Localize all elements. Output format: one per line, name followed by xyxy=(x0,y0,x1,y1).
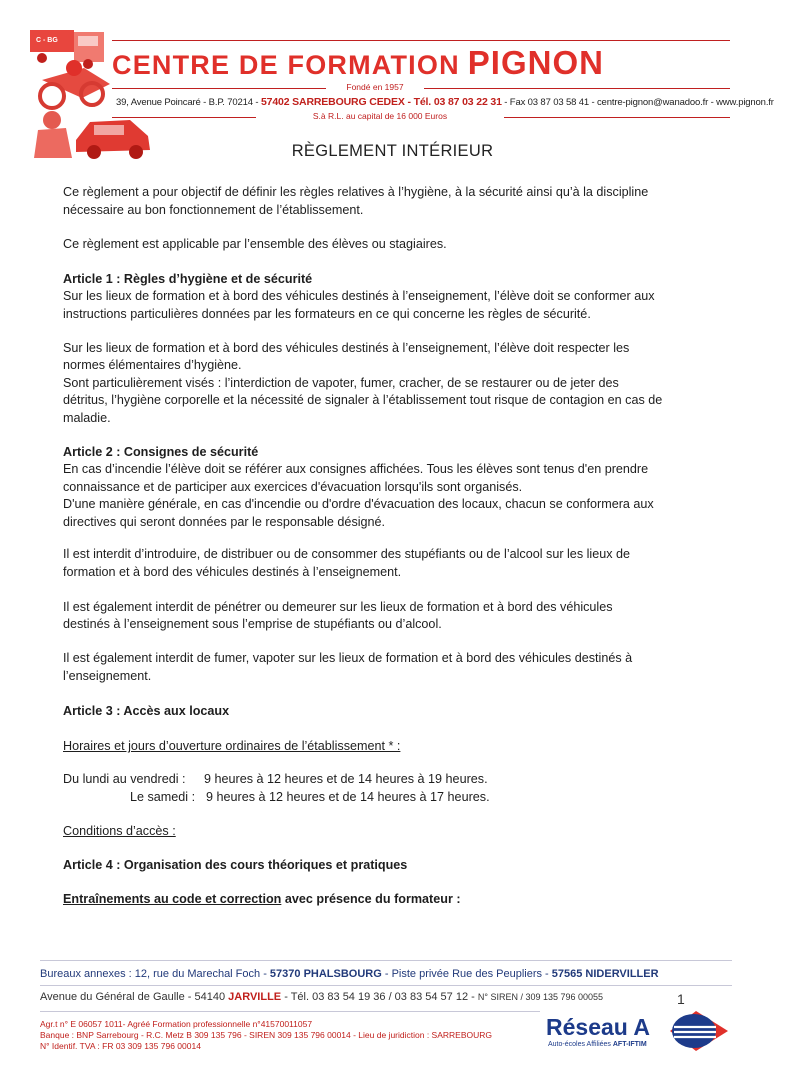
opening-hours-heading: Horaires et jours d’ouverture ordinaires de l’établissement * : xyxy=(63,739,401,753)
company-name xyxy=(112,44,732,82)
rider-helmet-shape xyxy=(66,60,82,76)
jarville-city: JARVILLE xyxy=(228,991,282,1003)
weekday-hours-value: 9 heures à 12 heures et de 14 heures à 19 heures. xyxy=(204,772,488,786)
network-name: Réseau A xyxy=(546,1014,650,1040)
paragraph-line: destinés à l’enseignement sous l’emprise de stupéfiants ou d’alcool. xyxy=(63,617,442,631)
address-city-phone: 57402 SARREBOURG CEDEX - Tél. 03 87 03 22 31 xyxy=(260,96,502,108)
article-3-heading: Article 3 : Accès aux locaux xyxy=(63,704,230,718)
legal-line: Banque : BNP Sarrebourg - R.C. Metz B 309 135 796 - SIREN 309 135 796 00014 - Lieu de juridiction : SARREBOURG xyxy=(40,1030,493,1040)
paragraph-line: Sur les lieux de formation et à bord des véhicules destinés à l’enseignement, l’élève doit se conformer aux xyxy=(63,289,655,303)
page-number: 1 xyxy=(677,991,685,1007)
reseau-a-logo-icon xyxy=(662,1009,730,1053)
paragraph-line: Il est interdit d’introduire, de distribuer ou de consommer des stupéfiants ou de l’alcool sur les lieux de xyxy=(63,547,631,561)
header-rule-bottom-left xyxy=(112,117,256,118)
paragraph-line: D'une manière générale, en cas d'incendie ou d'ordre d'évacuation des locaux, chacun se conformera aux xyxy=(63,497,654,511)
weekday-hours-label: Du lundi au vendredi : xyxy=(63,772,186,786)
paragraph-line: connaissance et de participer aux exercices d'évacuation lorsqu'ils sont organisés. xyxy=(63,480,523,494)
annex-track: - Piste privée Rue des Peupliers - xyxy=(381,968,552,980)
access-conditions-heading: Conditions d’accès : xyxy=(63,824,176,838)
document-title: RÈGLEMENT INTÉRIEUR xyxy=(291,142,494,160)
intro-line: Ce règlement a pour objectif de définir les règles relatives à l’hygiène, à la sécurité ainsi qu’à la discipline xyxy=(63,185,649,199)
jarville-address: Avenue du Général de Gaulle - 54140 xyxy=(40,991,229,1003)
article-4-heading: Article 4 : Organisation des cours théoriques et pratiques xyxy=(63,858,408,872)
annex-offices xyxy=(40,968,659,980)
annex-city-niderviller: 57565 NIDERVILLER xyxy=(551,968,659,980)
article-2-heading: Article 2 : Consignes de sécurité xyxy=(63,445,259,459)
network-subtitle xyxy=(548,1041,647,1048)
annex-city-phalsbourg: 57370 PHALSBOURG xyxy=(269,968,382,980)
paragraph-line: Sur les lieux de formation et à bord des véhicules destinés à l’enseignement, l’élève doit respecter les xyxy=(63,341,630,355)
article-4-subheading xyxy=(63,891,461,909)
footer-bottom-rule xyxy=(40,1011,540,1012)
paragraph-line: Il est également interdit de fumer, vapoter sur les lieux de formation et à bord des véhicules destinés à xyxy=(63,651,633,665)
header-top-rule xyxy=(112,40,730,41)
founded-text: Fondé en 1957 xyxy=(346,82,404,92)
siren-number: N° SIREN / 309 135 796 00055 xyxy=(477,992,604,1002)
annex-label: Bureaux annexes : xyxy=(40,968,132,980)
company-prefix: CENTRE DE FORMATION xyxy=(112,50,460,80)
saturday-hours-value: 9 heures à 12 heures et de 14 heures à 17 heures. xyxy=(206,790,490,804)
capital-text: S.à R.L. au capital de 16 000 Euros xyxy=(312,111,448,121)
paragraph-line: l’enseignement. xyxy=(63,669,152,683)
paragraph-line: maladie. xyxy=(63,411,111,425)
paragraph-line: directives qui seront données par le responsable désigné. xyxy=(63,515,386,529)
jarville-office xyxy=(40,991,603,1003)
footer-mid-rule xyxy=(40,985,732,986)
header-rule-right xyxy=(424,88,730,89)
legal-line: Agr.t n° E 06057 1011- Agréé Formation professionnelle n°41570011057 xyxy=(40,1019,313,1029)
header-address xyxy=(116,96,774,108)
saturday-hours-label: Le samedi : xyxy=(130,790,196,804)
legal-line: N° Identif. TVA : FR 03 309 135 796 00014 xyxy=(40,1041,201,1051)
address-street: 39, Avenue Poincaré - B.P. 70214 - xyxy=(116,97,259,108)
network-sub-label: Auto-écoles Affiliées xyxy=(548,1041,611,1048)
company-brand: PIGNON xyxy=(467,44,604,81)
paragraph-line: Il est également interdit de pénétrer ou demeurer sur les lieux de formation et à bord des véhicules xyxy=(63,600,613,614)
logo-text: C - BG xyxy=(36,37,58,44)
address-contact: - Fax 03 87 03 58 41 - centre-pignon@wanadoo.fr - www.pignon.fr xyxy=(504,97,774,108)
training-subheading-rest: avec présence du formateur : xyxy=(281,892,461,906)
intro-line: nécessaire au bon fonctionnement de l’établissement. xyxy=(63,203,364,217)
header-rule-left xyxy=(112,88,326,89)
footer-top-rule xyxy=(40,960,732,961)
training-subheading-underlined: Entraînements au code et correction xyxy=(63,892,282,906)
paragraph-line: formation et à bord des véhicules destinés à l’enseignement. xyxy=(63,565,402,579)
paragraph-line: normes élémentaires d’hygiène. xyxy=(63,358,242,372)
annex-address: 12, rue du Marechal Foch - xyxy=(131,968,270,980)
paragraph-line: En cas d’incendie l’élève doit se référer aux consignes affichées. Tous les élèves sont tenus d'en prendre xyxy=(63,462,649,476)
paragraph-line: détritus, l’hygiène corporelle et la nécessité de signaler à l’établissement tout risque de contagion en cas de xyxy=(63,393,663,407)
article-1-heading: Article 1 : Règles d’hygiène et de sécurité xyxy=(63,272,313,286)
network-sub-brand: AFT-IFTIM xyxy=(612,1041,647,1048)
paragraph-line: instructions particulières données par les formateurs en ce qui concerne les règles de sécurité. xyxy=(63,307,591,321)
paragraph-line: Sont particulièrement visés : l’interdiction de vapoter, fumer, cracher, de se restaurer ou de jeter des xyxy=(63,376,619,390)
jarville-phone: - Tél. 03 83 54 19 36 / 03 83 54 57 12 - xyxy=(281,991,478,1003)
header-rule-bottom-right xyxy=(504,117,730,118)
intro-line: Ce règlement est applicable par l’ensemble des élèves ou stagiaires. xyxy=(63,237,447,251)
